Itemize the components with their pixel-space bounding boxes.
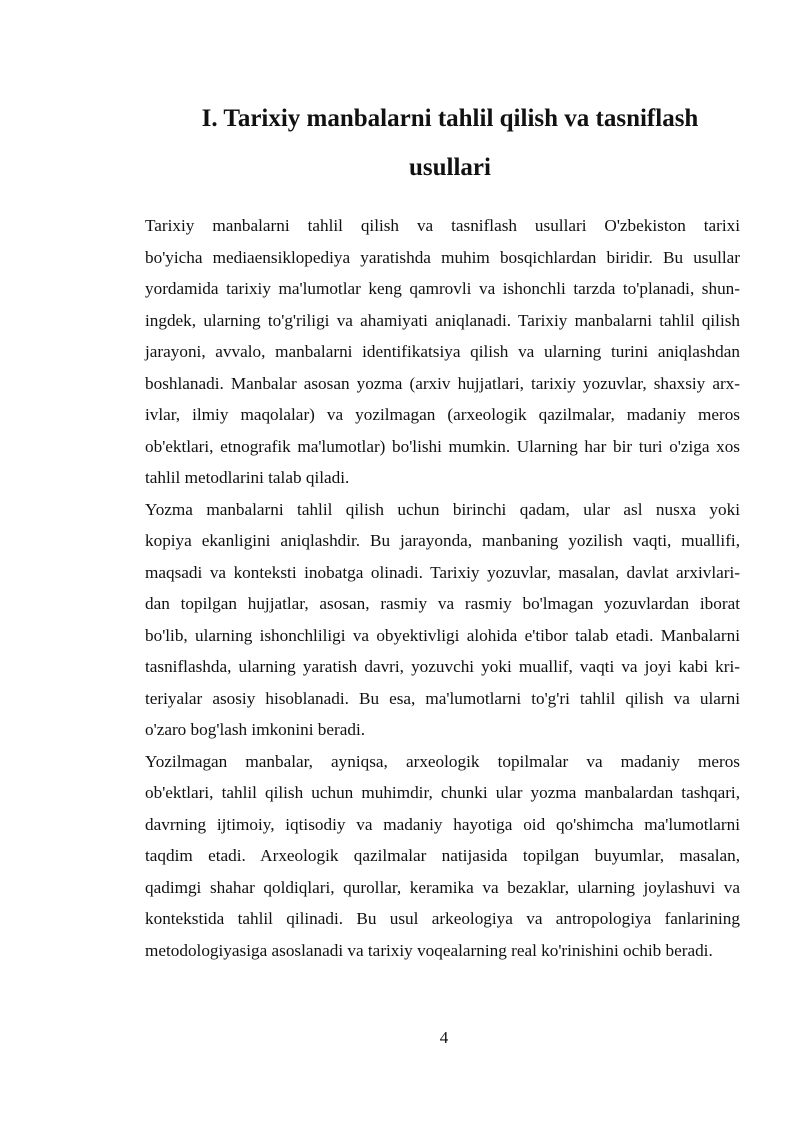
text-line: maqsadi va konteksti inobatga olinadi. Tarixiy yozuvlar, masalan, davlat arxivlari- xyxy=(145,562,740,582)
text-line: davrning ijtimoiy, iqtisodiy va madaniy hayotiga oid qo'shimcha ma'lumotlarni xyxy=(145,814,740,834)
page-number: 4 xyxy=(439,1028,449,1047)
section-title-line-2: usullari xyxy=(409,154,491,181)
text-line: tahlil metodlarini talab qiladi. xyxy=(145,468,350,487)
section-title-line-1: I. Tarixiy manbalarni tahlil qilish va tasniflash xyxy=(201,105,699,132)
text-line: ob'ektlari, etnografik ma'lumotlar) bo'lishi mumkin. Ularning har bir turi o'ziga xos xyxy=(145,436,740,456)
text-line: boshlanadi. Manbalar asosan yozma (arxiv hujjatlari, tarixiy yozuvlar, shaxsiy arx- xyxy=(145,373,740,393)
text-line: jarayoni, avvalo, manbalarni identifikatsiya qilish va ularning turini aniqlashdan xyxy=(145,342,740,361)
text-line: tasniflashda, ularning yaratish davri, yozuvchi yoki muallif, vaqti va joyi kabi kri- xyxy=(145,657,740,676)
text-line: Tarixiy manbalarni tahlil qilish va tasniflash usullari O'zbekiston tarixi xyxy=(145,216,740,235)
text-line: bo'yicha mediaensiklopediya yaratishda muhim bosqichlardan biridir. Bu usullar xyxy=(145,247,740,267)
text-line: yordamida tarixiy ma'lumotlar keng qamrovli va ishonchli tarzda to'planadi, shun- xyxy=(145,279,740,298)
section-title xyxy=(150,94,750,192)
text-line: Yozma manbalarni tahlil qilish uchun birinchi qadam, ular asl nusxa yoki xyxy=(145,499,740,519)
text-line: ob'ektlari, tahlil qilish uchun muhimdir, chunki ular yozma manbalardan tashqari, xyxy=(145,783,740,802)
text-line: Yozilmagan manbalar, ayniqsa, arxeologik topilmalar va madaniy meros xyxy=(145,751,740,771)
text-line: ingdek, ularning to'g'riligi va ahamiyati aniqlanadi. Tarixiy manbalarni tahlil qilish xyxy=(145,310,740,330)
text-line: dan topilgan hujjatlar, asosan, rasmiy va rasmiy bo'lmagan yozuvlardan iborat xyxy=(145,594,740,613)
text-line: kontekstida tahlil qilinadi. Bu usul arkeologiya va antropologiya fanlarining xyxy=(145,909,740,928)
body-text xyxy=(116,210,740,966)
paragraph-3 xyxy=(116,746,740,967)
text-line: teriyalar asosiy hisoblanadi. Bu esa, ma'lumotlarni to'g'ri tahlil qilish va ularni xyxy=(145,688,740,708)
text-line: ivlar, ilmiy maqolalar) va yozilmagan (arxeologik qazilmalar, madaniy meros xyxy=(145,405,740,424)
text-line: bo'lib, ularning ishonchliligi va obyektivligi alohida e'tibor talab etadi. Manbalarni xyxy=(145,625,740,645)
text-line: kopiya ekanligini aniqlashdir. Bu jarayonda, manbaning yozilish vaqti, muallifi, xyxy=(145,531,740,550)
paragraph-1 xyxy=(116,210,740,494)
text-line: o'zaro bog'lash imkonini beradi. xyxy=(145,720,366,739)
text-line: metodologiyasiga asoslanadi va tarixiy voqealarning real ko'rinishini ochib beradi. xyxy=(145,940,713,960)
paragraph-2 xyxy=(116,494,740,746)
text-line: taqdim etadi. Arxeologik qazilmalar natijasida topilgan buyumlar, masalan, xyxy=(145,846,740,865)
text-line: qadimgi shahar qoldiqlari, qurollar, keramika va bezaklar, ularning joylashuvi va xyxy=(145,877,740,897)
